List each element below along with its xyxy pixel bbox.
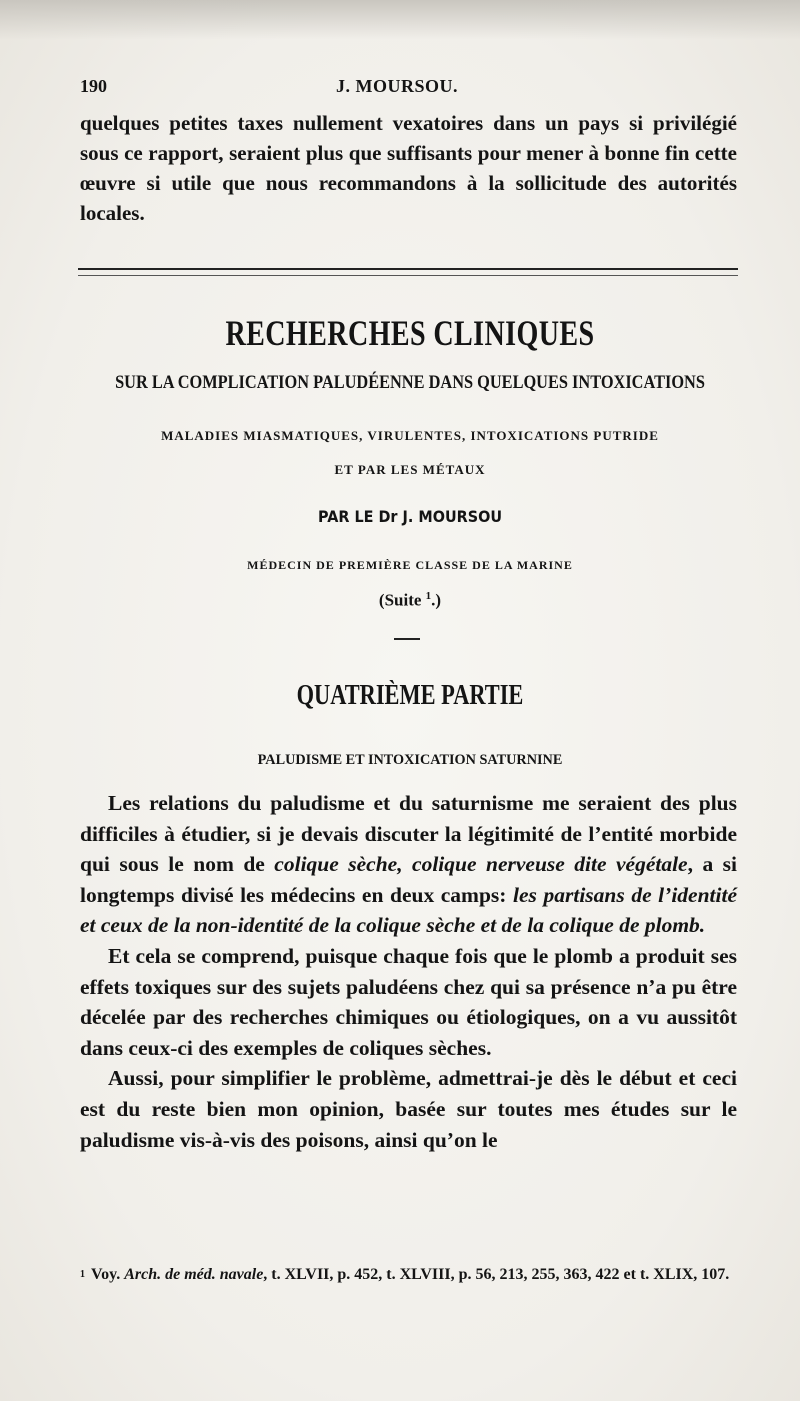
footnote-text-b: , t. XLVII, p. 452, t. XLVIII, p. 56, 213, 255, 363, 422 et t. XLIX, 107. [263, 1266, 730, 1283]
continuation-label: (Suite [378, 590, 422, 610]
footnote-journal: Arch. de méd. navale [124, 1266, 264, 1283]
footnote-text-a: Voy. [91, 1266, 125, 1283]
p1-italic-2: les partisans de l’identité et ceux de la non-identité de la colique sèche et de la colique de plomb. [80, 882, 738, 938]
part-title: QUATRIÈME PARTIE [296, 680, 524, 711]
article-subtitle-3: ET PAR LES MÉTAUX [334, 462, 486, 477]
article-subtitle: SUR LA COMPLICATION PALUDÉENNE DANS QUELQUES INTOXICATIONS [115, 372, 705, 393]
running-header [80, 76, 740, 100]
paragraph-1 [80, 788, 737, 941]
continuation-close: .) [431, 590, 442, 610]
p1-text-a: Les relations du paludisme et du saturnisme me seraient des plus difficiles à étudier, si je devais discuter la légitimité de l’entité morbide qui sous le nom de [80, 791, 737, 877]
paragraph-3: Aussi, pour simplifier le problème, admettrai-je dès le début et ceci est du reste bien mon opinion, basée sur toutes mes études sur le paludisme vis-à-vis des poisons, ainsi qu’on le [80, 1066, 737, 1152]
main-text [80, 788, 737, 1155]
continuation-note [60, 590, 760, 611]
section-rule-thin [78, 275, 738, 276]
footnote-reference: 1 [425, 590, 432, 602]
footnote [80, 1264, 740, 1286]
page-top-shadow [0, 0, 800, 40]
article-author: PAR LE Dr J. MOURSOU [317, 507, 503, 526]
paragraph-2: Et cela se comprend, puisque chaque fois que le plomb a produit ses effets toxiques sur des sujets paludéens chez qui sa présence n’a pu être décelée par des recherches chimiques ou étiologiques, on a vu aussitôt dans ceux-ci des exemples de coliques sèches. [80, 943, 737, 1060]
article-title: RECHERCHES CLINIQUES [225, 313, 595, 353]
part-subtitle: PALUDISME ET INTOXICATION SATURNINE [257, 752, 563, 768]
page-number: 190 [80, 76, 107, 96]
intro-paragraph-block [80, 108, 737, 228]
p1-italic-1: colique sèche, colique nerveuse dite végétale [274, 852, 688, 877]
p1-text-b: , a si longtemps divisé les médecins en deux camps: [80, 852, 738, 907]
article-subtitle-2: MALADIES MIASMATIQUES, VIRULENTES, INTOXICATIONS PUTRIDE [161, 428, 659, 443]
intro-paragraph: quelques petites taxes nullement vexatoires dans un pays si privilégié sous ce rapport, seraient plus que suffisants pour mener à bonne fin cette œuvre si utile que nous recommandons à la sollicitude des autorités locales. [80, 111, 737, 225]
running-head-author: J. MOURSOU. [336, 76, 458, 96]
footnote-mark: 1 [80, 1269, 85, 1280]
author-rank: MÉDECIN DE PREMIÈRE CLASSE DE LA MARINE [247, 558, 573, 572]
section-dash [394, 638, 420, 640]
section-rule [78, 268, 738, 270]
